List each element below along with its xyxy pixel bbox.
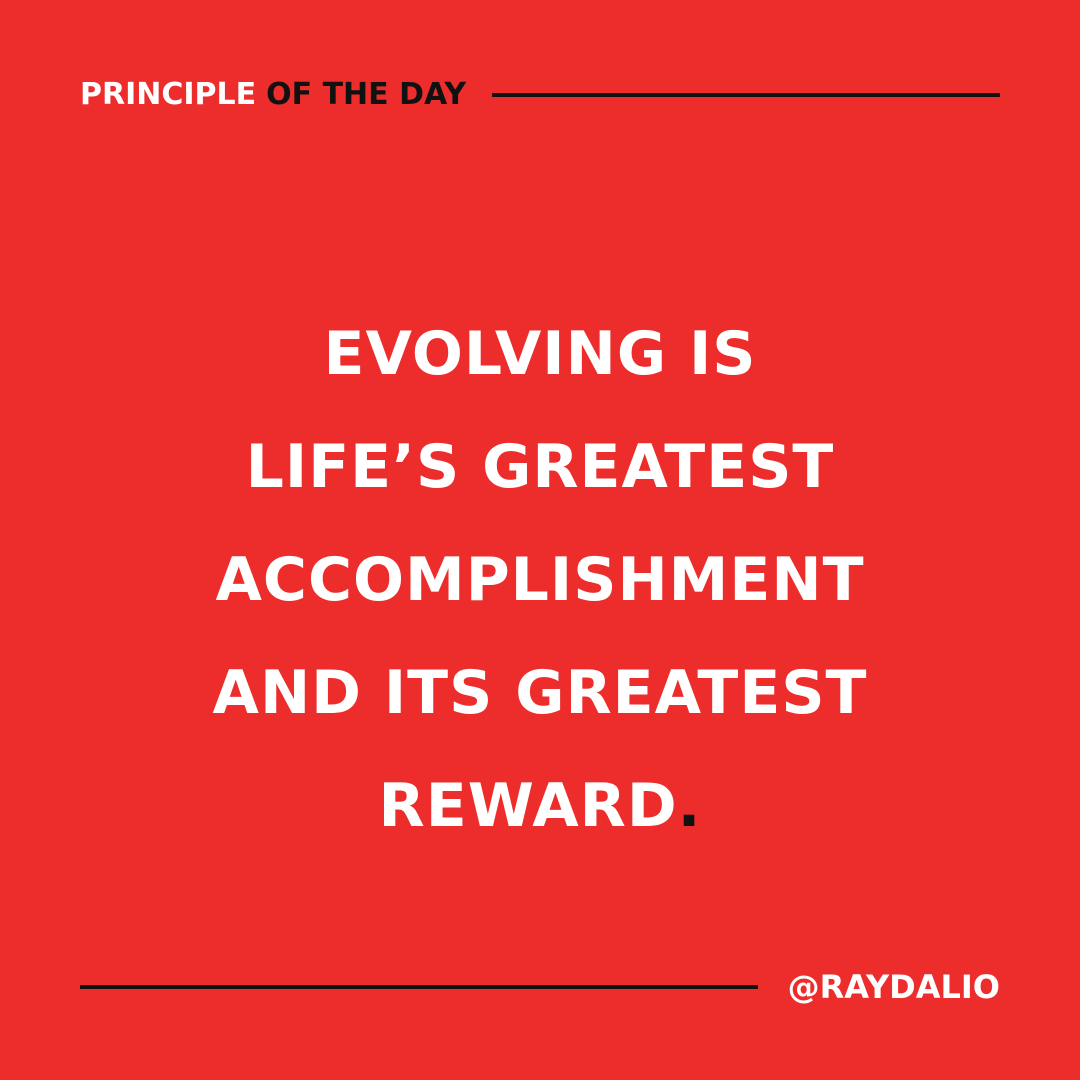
quote-line: AND ITS GREATEST (212, 658, 868, 728)
quote-line: LIFE’S GREATEST (245, 432, 835, 502)
quote-line: ACCOMPLISHMENT (215, 545, 865, 615)
social-handle: @RAYDALIO (787, 968, 1000, 1006)
footer (80, 964, 1000, 1010)
quote-line-last (60, 750, 1020, 863)
header-title-part2: OF THE DAY (266, 77, 467, 112)
header-title (80, 72, 466, 118)
quote-text (60, 298, 1020, 863)
header-divider (492, 93, 1000, 97)
header (80, 72, 1000, 118)
quote-line: EVOLVING IS (323, 319, 757, 389)
quote-period: . (677, 771, 702, 841)
quote-last-word: REWARD (378, 771, 678, 841)
footer-divider (80, 985, 758, 989)
header-title-part1: PRINCIPLE (80, 77, 257, 112)
